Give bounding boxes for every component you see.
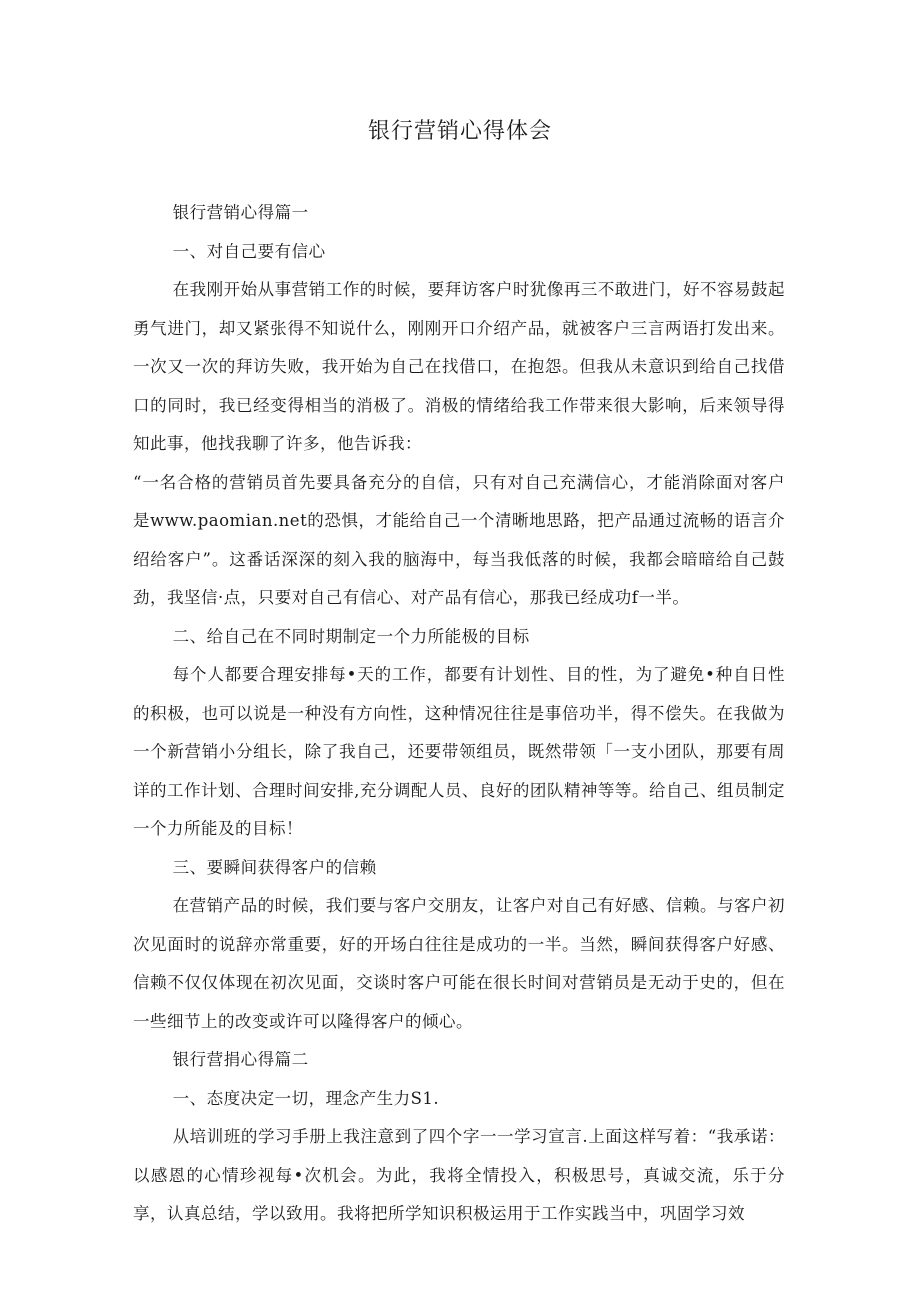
body-paragraph: 在营销产品的时候，我们要与客户交朋友，让客户对自己有好感、信赖。与客户初次见面时的说辞亦常重要，好的开场白往往是成功的一半。当然，瞬间获得客户好感、信赖不仅仅体现在初次见面，交谈时客户可能在很长时间对营销员是无动于史的，但在一些细节上的改变或许可以隆得客户的倾心。 <box>133 896 785 1031</box>
subheading: 二、给自己在不同时期制定一个力所能极的目标 <box>172 626 530 646</box>
body-paragraph: 从培训班的学习手册上我注意到了四个字一一学习宣言.上面这样写着：“我承诺：以感恩的心情珍视每•次机会。为此，我将全情投入，积极思号，真诚交流，乐于分享，认真总结，学以致用。我将把所学知识积极运用于工作实践当中，巩固学习效 <box>133 1127 785 1223</box>
document-body <box>133 194 785 1234</box>
section-heading: 银行营捐心得篇二 <box>172 1050 309 1069</box>
subheading: 一、态度决定一切，理念产生力S1. <box>172 1088 440 1108</box>
body-paragraph: 在我刚开始从事营销工作的时候，要拜访客户时犹像再三不敢进门，好不容易鼓起勇气进门，却又紧张得不知说什么，刚刚开口介绍产品，就被客户三言两语打发出来。一次又一次的拜访失败，我开始为自己在找借口，在抱怨。但我从未意识到给自己找借口的同时，我已经变得相当的消极了。消极的情绪给我工作带来很大影响，后来领导得知此事，他找我聊了许多，他告诉我： <box>133 280 785 453</box>
subheading: 三、要瞬间获得客户的信赖 <box>172 857 377 877</box>
body-paragraph: 每个人都要合理安排每•天的工作，都要有计划性、目的性，为了避免•种自日性的积极，也可以说是一种没有方向性，这种情况往往是事倍功半，得不偿失。在我做为一个新营销小分组长，除了我自己，还要带领组员，既然带领「一支小团队，那要有周详的工作计划、合理时间安排,充分调配人员、良好的团队精神等等。给自己、组员制定一个力所能及的目标！ <box>133 665 785 838</box>
section-heading: 银行营销心得篇一 <box>172 203 309 222</box>
quote-paragraph: “一名合格的营销员首先要具备充分的自信，只有对自己充满信心，才能消除面对客户是www.paomian.net的恐惧，才能给自己一个清晰地思路，把产品通过流畅的语言介绍给客户”。这番话深深的刻入我的脑海中，每当我低落的时候，我都会暗暗给自己鼓劲，我坚信·点，只要对自己有信心、对产品有信心，那我已经成功f一半。 <box>133 472 785 607</box>
subheading: 一、对自己要有信心 <box>172 241 326 261</box>
document-title: 银行营销心得体会 <box>367 119 552 144</box>
